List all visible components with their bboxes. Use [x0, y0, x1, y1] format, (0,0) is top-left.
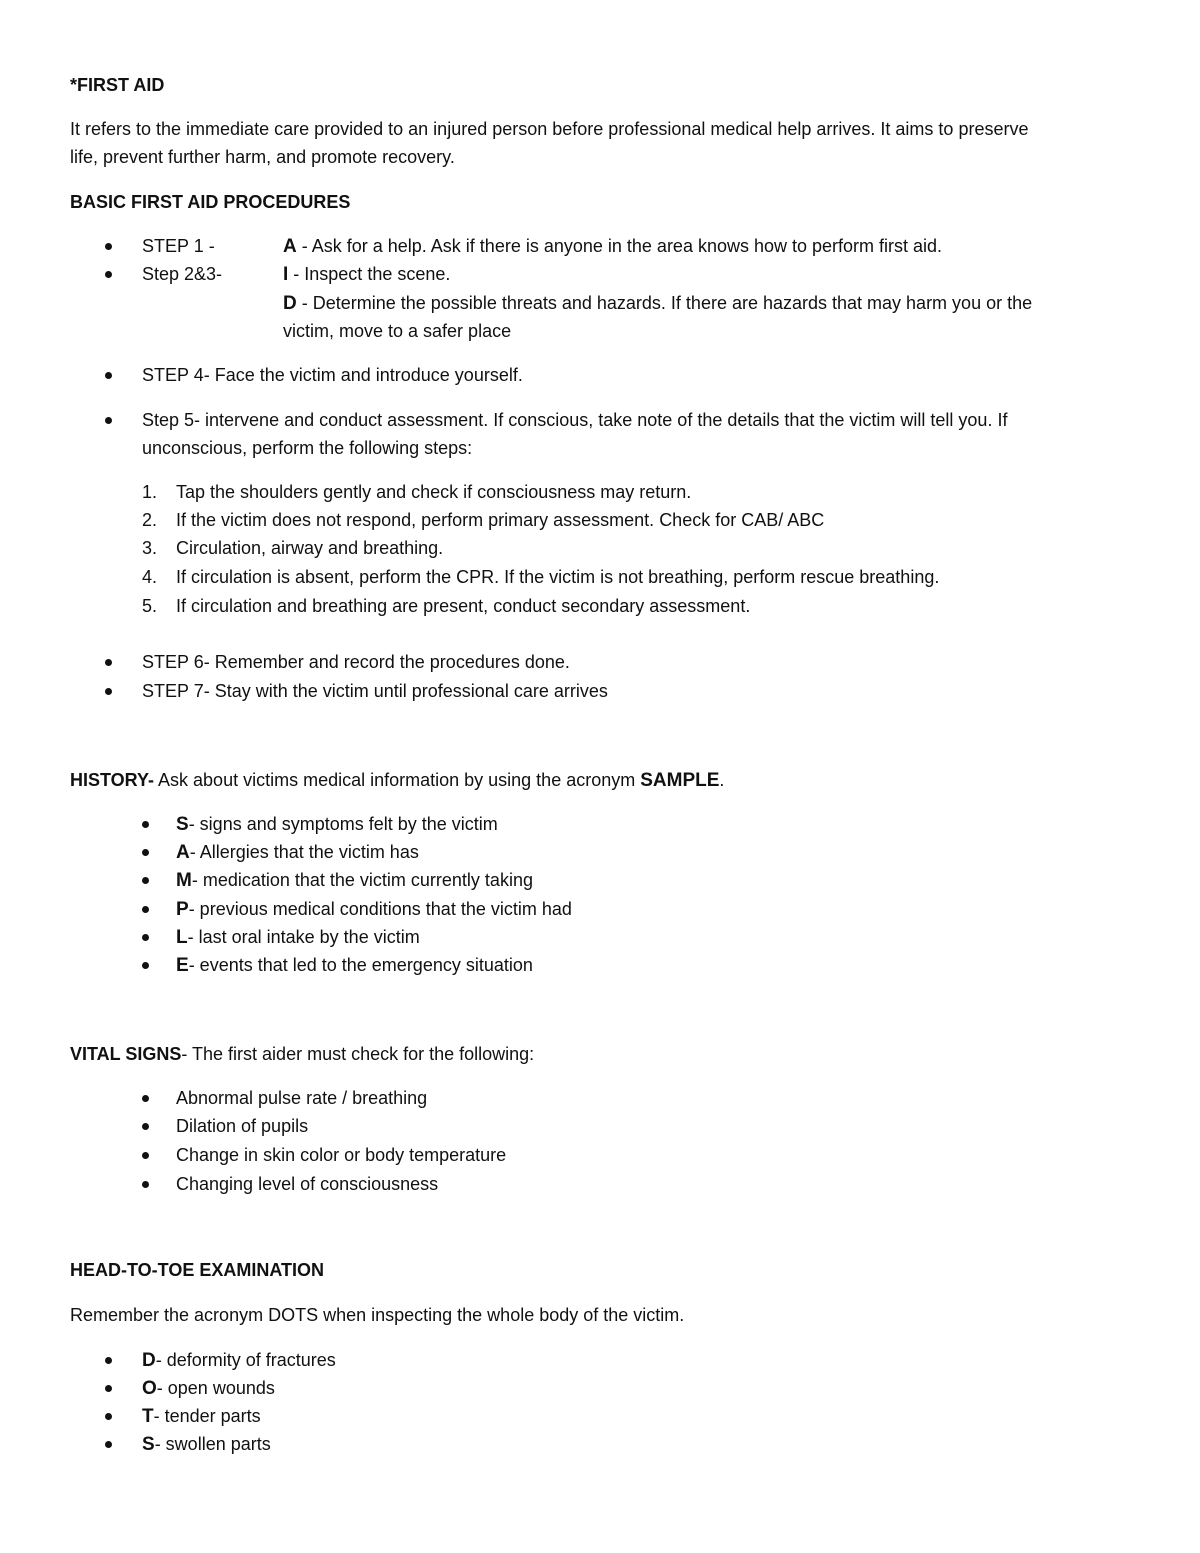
head-to-toe-intro: Remember the acronym DOTS when inspecting the whole body of the victim.	[70, 1305, 685, 1325]
history-period: .	[719, 770, 725, 790]
history-heading: HISTORY-	[70, 770, 155, 790]
page-title: *FIRST AID	[70, 75, 165, 95]
step1-description	[283, 235, 942, 258]
substep-text: Tap the shoulders gently and check if consciousness may return.	[176, 482, 692, 502]
list-item: Dilation of pupils	[176, 1116, 309, 1136]
step3-description-cont: victim, move to a safer place	[283, 321, 512, 341]
substep-number: 4.	[142, 567, 158, 587]
step3-key: D	[283, 293, 297, 314]
procedures-heading: BASIC FIRST AID PROCEDURES	[70, 192, 351, 212]
vital-signs-line	[70, 1043, 534, 1065]
bullet-icon	[142, 1095, 149, 1102]
bullet-icon	[105, 417, 112, 424]
vital-signs-text: - The first aider must check for the following:	[181, 1044, 535, 1064]
list-item: E- events that led to the emergency situation	[176, 955, 533, 976]
intro-line-2: life, prevent further harm, and promote recovery.	[70, 147, 455, 167]
history-acronym: SAMPLE	[640, 770, 720, 791]
list-item: T- tender parts	[142, 1406, 261, 1427]
substep-text: Circulation, airway and breathing.	[176, 538, 444, 558]
step5-line-1: Step 5- intervene and conduct assessment. If conscious, take note of the details that the victim will tell you. If	[142, 410, 1008, 430]
step1-text: - Ask for a help. Ask if there is anyone in the area knows how to perform first aid.	[296, 236, 943, 256]
list-item: Changing level of consciousness	[176, 1174, 439, 1194]
bullet-icon	[105, 1357, 112, 1364]
substep-text: If circulation is absent, perform the CPR. If the victim is not breathing, perform rescue breathing.	[176, 567, 940, 587]
bullet-icon	[105, 243, 112, 250]
list-item: Abnormal pulse rate / breathing	[176, 1088, 428, 1108]
substep-text: If the victim does not respond, perform primary assessment. Check for CAB/ ABC	[176, 510, 825, 530]
substep-number: 1.	[142, 482, 158, 502]
bullet-icon	[142, 877, 149, 884]
step23-label: Step 2&3-	[142, 264, 223, 284]
bullet-icon	[105, 659, 112, 666]
list-item: S- swollen parts	[142, 1434, 271, 1455]
list-item: D- deformity of fractures	[142, 1350, 336, 1371]
bullet-icon	[105, 271, 112, 278]
bullet-icon	[142, 1123, 149, 1130]
head-to-toe-heading: HEAD-TO-TOE EXAMINATION	[70, 1260, 325, 1280]
bullet-icon	[142, 1152, 149, 1159]
bullet-icon	[142, 821, 149, 828]
bullet-icon	[142, 934, 149, 941]
bullet-icon	[142, 906, 149, 913]
bullet-icon	[142, 962, 149, 969]
bullet-icon	[105, 1441, 112, 1448]
step2-key: I	[283, 264, 289, 285]
intro-line-1: It refers to the immediate care provided to an injured person before professional medical help arrives. It aims to preserve	[70, 119, 1029, 139]
history-text: Ask about victims medical information by using the acronym	[154, 770, 641, 790]
history-line	[70, 769, 724, 792]
step3-description	[283, 292, 1032, 315]
substep-number: 5.	[142, 596, 158, 616]
bullet-icon	[142, 1181, 149, 1188]
vital-signs-heading: VITAL SIGNS	[70, 1044, 182, 1064]
bullet-icon	[142, 849, 149, 856]
list-item: M- medication that the victim currently taking	[176, 870, 533, 891]
substep-number: 2.	[142, 510, 158, 530]
list-item: L- last oral intake by the victim	[176, 927, 420, 948]
list-item: A- Allergies that the victim has	[176, 842, 419, 863]
list-item: P- previous medical conditions that the victim had	[176, 899, 572, 920]
step2-description	[283, 263, 450, 286]
list-item: Change in skin color or body temperature	[176, 1145, 507, 1165]
step3-text: - Determine the possible threats and hazards. If there are hazards that may harm you or the	[296, 293, 1033, 313]
step1-label: STEP 1 -	[142, 236, 215, 256]
substep-number: 3.	[142, 538, 158, 558]
step1-key: A	[283, 236, 297, 257]
list-item: S- signs and symptoms felt by the victim	[176, 814, 498, 835]
step2-text: - Inspect the scene.	[288, 264, 451, 284]
bullet-icon	[105, 372, 112, 379]
step6-text: STEP 6- Remember and record the procedures done.	[142, 652, 570, 672]
step4-text: STEP 4- Face the victim and introduce yourself.	[142, 365, 523, 385]
substep-text: If circulation and breathing are present, conduct secondary assessment.	[176, 596, 751, 616]
bullet-icon	[105, 1385, 112, 1392]
bullet-icon	[105, 688, 112, 695]
list-item: O- open wounds	[142, 1378, 275, 1399]
step7-text: STEP 7- Stay with the victim until professional care arrives	[142, 681, 608, 701]
bullet-icon	[105, 1413, 112, 1420]
step5-line-2: unconscious, perform the following steps:	[142, 438, 473, 458]
